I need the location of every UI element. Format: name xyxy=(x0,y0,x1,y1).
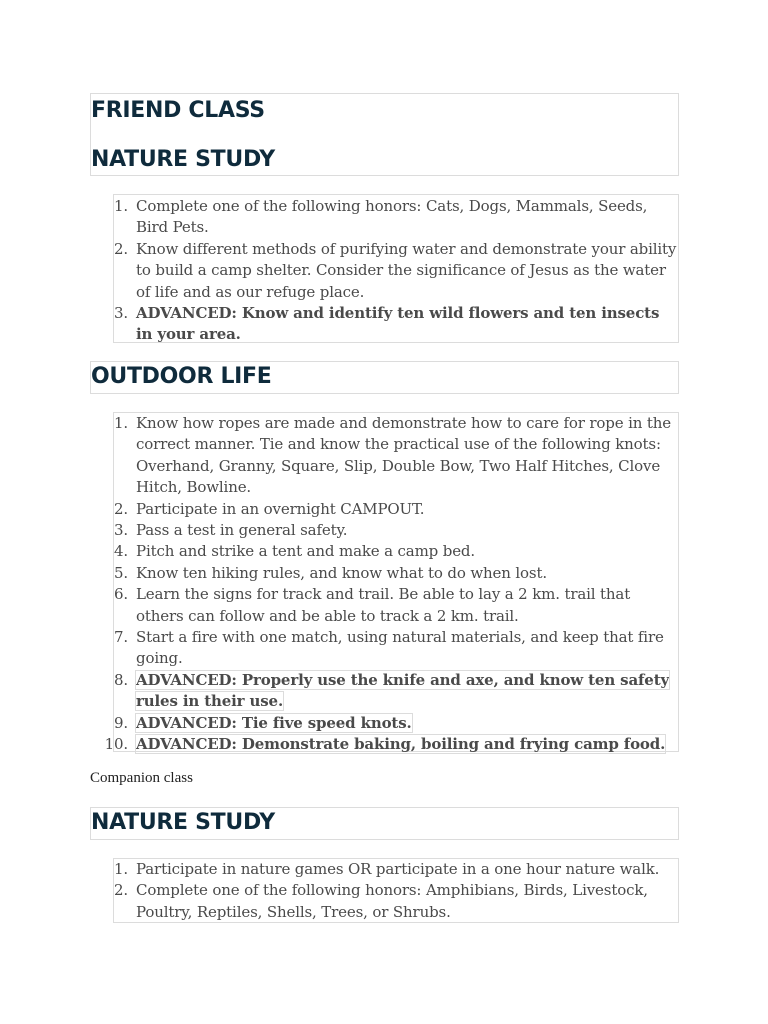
list-item xyxy=(114,520,678,541)
list-number: 1. xyxy=(113,414,128,432)
advanced-text: ADVANCED: Properly use the knife and axe, and know ten safety rules in their use. xyxy=(136,670,670,711)
list-item xyxy=(114,713,678,734)
advanced-text: ADVANCED: Tie five speed knots. xyxy=(136,713,412,732)
nature-study-list xyxy=(114,196,678,346)
companion-nature-study-heading: NATURE STUDY xyxy=(91,810,275,835)
list-item xyxy=(114,303,678,346)
list-text: Know how ropes are made and demonstrate how to care for rope in the correct manner. Tie and know the practical use of the following knots: Overhand, Granny, Square, Slip, Double Bow, Two Half Hitches, Clove Hitch, Bowline. xyxy=(136,414,671,497)
list-item xyxy=(114,627,678,670)
companion-nature-study-list xyxy=(114,859,678,923)
list-item xyxy=(114,670,678,713)
list-number: 4. xyxy=(113,542,128,561)
list-number: 5. xyxy=(113,563,128,582)
list-number: 8. xyxy=(113,670,128,689)
list-number: 3. xyxy=(113,521,128,540)
list-number: 10. xyxy=(104,735,128,754)
advanced-text: ADVANCED: Know and identify ten wild flowers and ten insects in your area. xyxy=(136,304,660,344)
list-item xyxy=(114,196,678,239)
list-number: 2. xyxy=(113,239,128,258)
companion-nature-study-header-box xyxy=(90,807,679,840)
list-text: Know different methods of purifying water and demonstrate your ability to build a camp shelter. Consider the significance of Jesus as the water of life and as our refuge place. xyxy=(136,239,677,301)
list-text: Start a fire with one match, using natural materials, and keep that fire going. xyxy=(136,628,664,668)
advanced-text: ADVANCED: Demonstrate baking, boiling and frying camp food. xyxy=(136,735,666,754)
list-text: Learn the signs for track and trail. Be able to lay a 2 km. trail that others can follow and be able to track a 2 km. trail. xyxy=(136,585,631,625)
list-item xyxy=(114,584,678,627)
list-text: Pass a test in general safety. xyxy=(136,521,348,540)
list-text: Complete one of the following honors: Amphibians, Birds, Livestock, Poultry, Reptiles, Shells, Trees, or Shrubs. xyxy=(136,881,648,921)
nature-study-heading: NATURE STUDY xyxy=(91,147,275,172)
list-number: 1. xyxy=(113,860,128,878)
list-item xyxy=(114,563,678,584)
nature-study-list-box xyxy=(113,194,679,343)
list-number: 3. xyxy=(113,304,128,323)
list-number: 2. xyxy=(113,881,128,900)
outdoor-life-list-box xyxy=(104,412,679,754)
list-item xyxy=(104,734,678,755)
list-item xyxy=(114,499,678,520)
list-item xyxy=(114,239,678,303)
list-text: Pitch and strike a tent and make a camp bed. xyxy=(136,542,475,561)
list-number: 9. xyxy=(113,713,128,732)
list-item xyxy=(114,859,678,880)
outdoor-life-heading: OUTDOOR LIFE xyxy=(91,364,272,389)
list-text: Participate in an overnight CAMPOUT. xyxy=(136,499,425,518)
list-number: 6. xyxy=(113,585,128,604)
friend-class-title: FRIEND CLASS xyxy=(91,98,265,123)
list-item xyxy=(114,541,678,562)
companion-nature-study-list-box xyxy=(113,858,679,923)
outdoor-life-header-box xyxy=(90,361,679,394)
list-item xyxy=(114,880,678,923)
list-text: Know ten hiking rules, and know what to do when lost. xyxy=(136,563,547,582)
list-text: Participate in nature games OR participate in a one hour nature walk. xyxy=(136,860,660,878)
outdoor-life-list xyxy=(104,413,678,756)
list-number: 2. xyxy=(113,499,128,518)
companion-class-label: Companion class xyxy=(90,770,193,786)
friend-class-header-box xyxy=(90,93,679,176)
list-text: Complete one of the following honors: Cats, Dogs, Mammals, Seeds, Bird Pets. xyxy=(136,197,648,237)
list-number: 1. xyxy=(113,197,128,215)
list-number: 7. xyxy=(113,628,128,647)
list-item xyxy=(114,413,678,499)
